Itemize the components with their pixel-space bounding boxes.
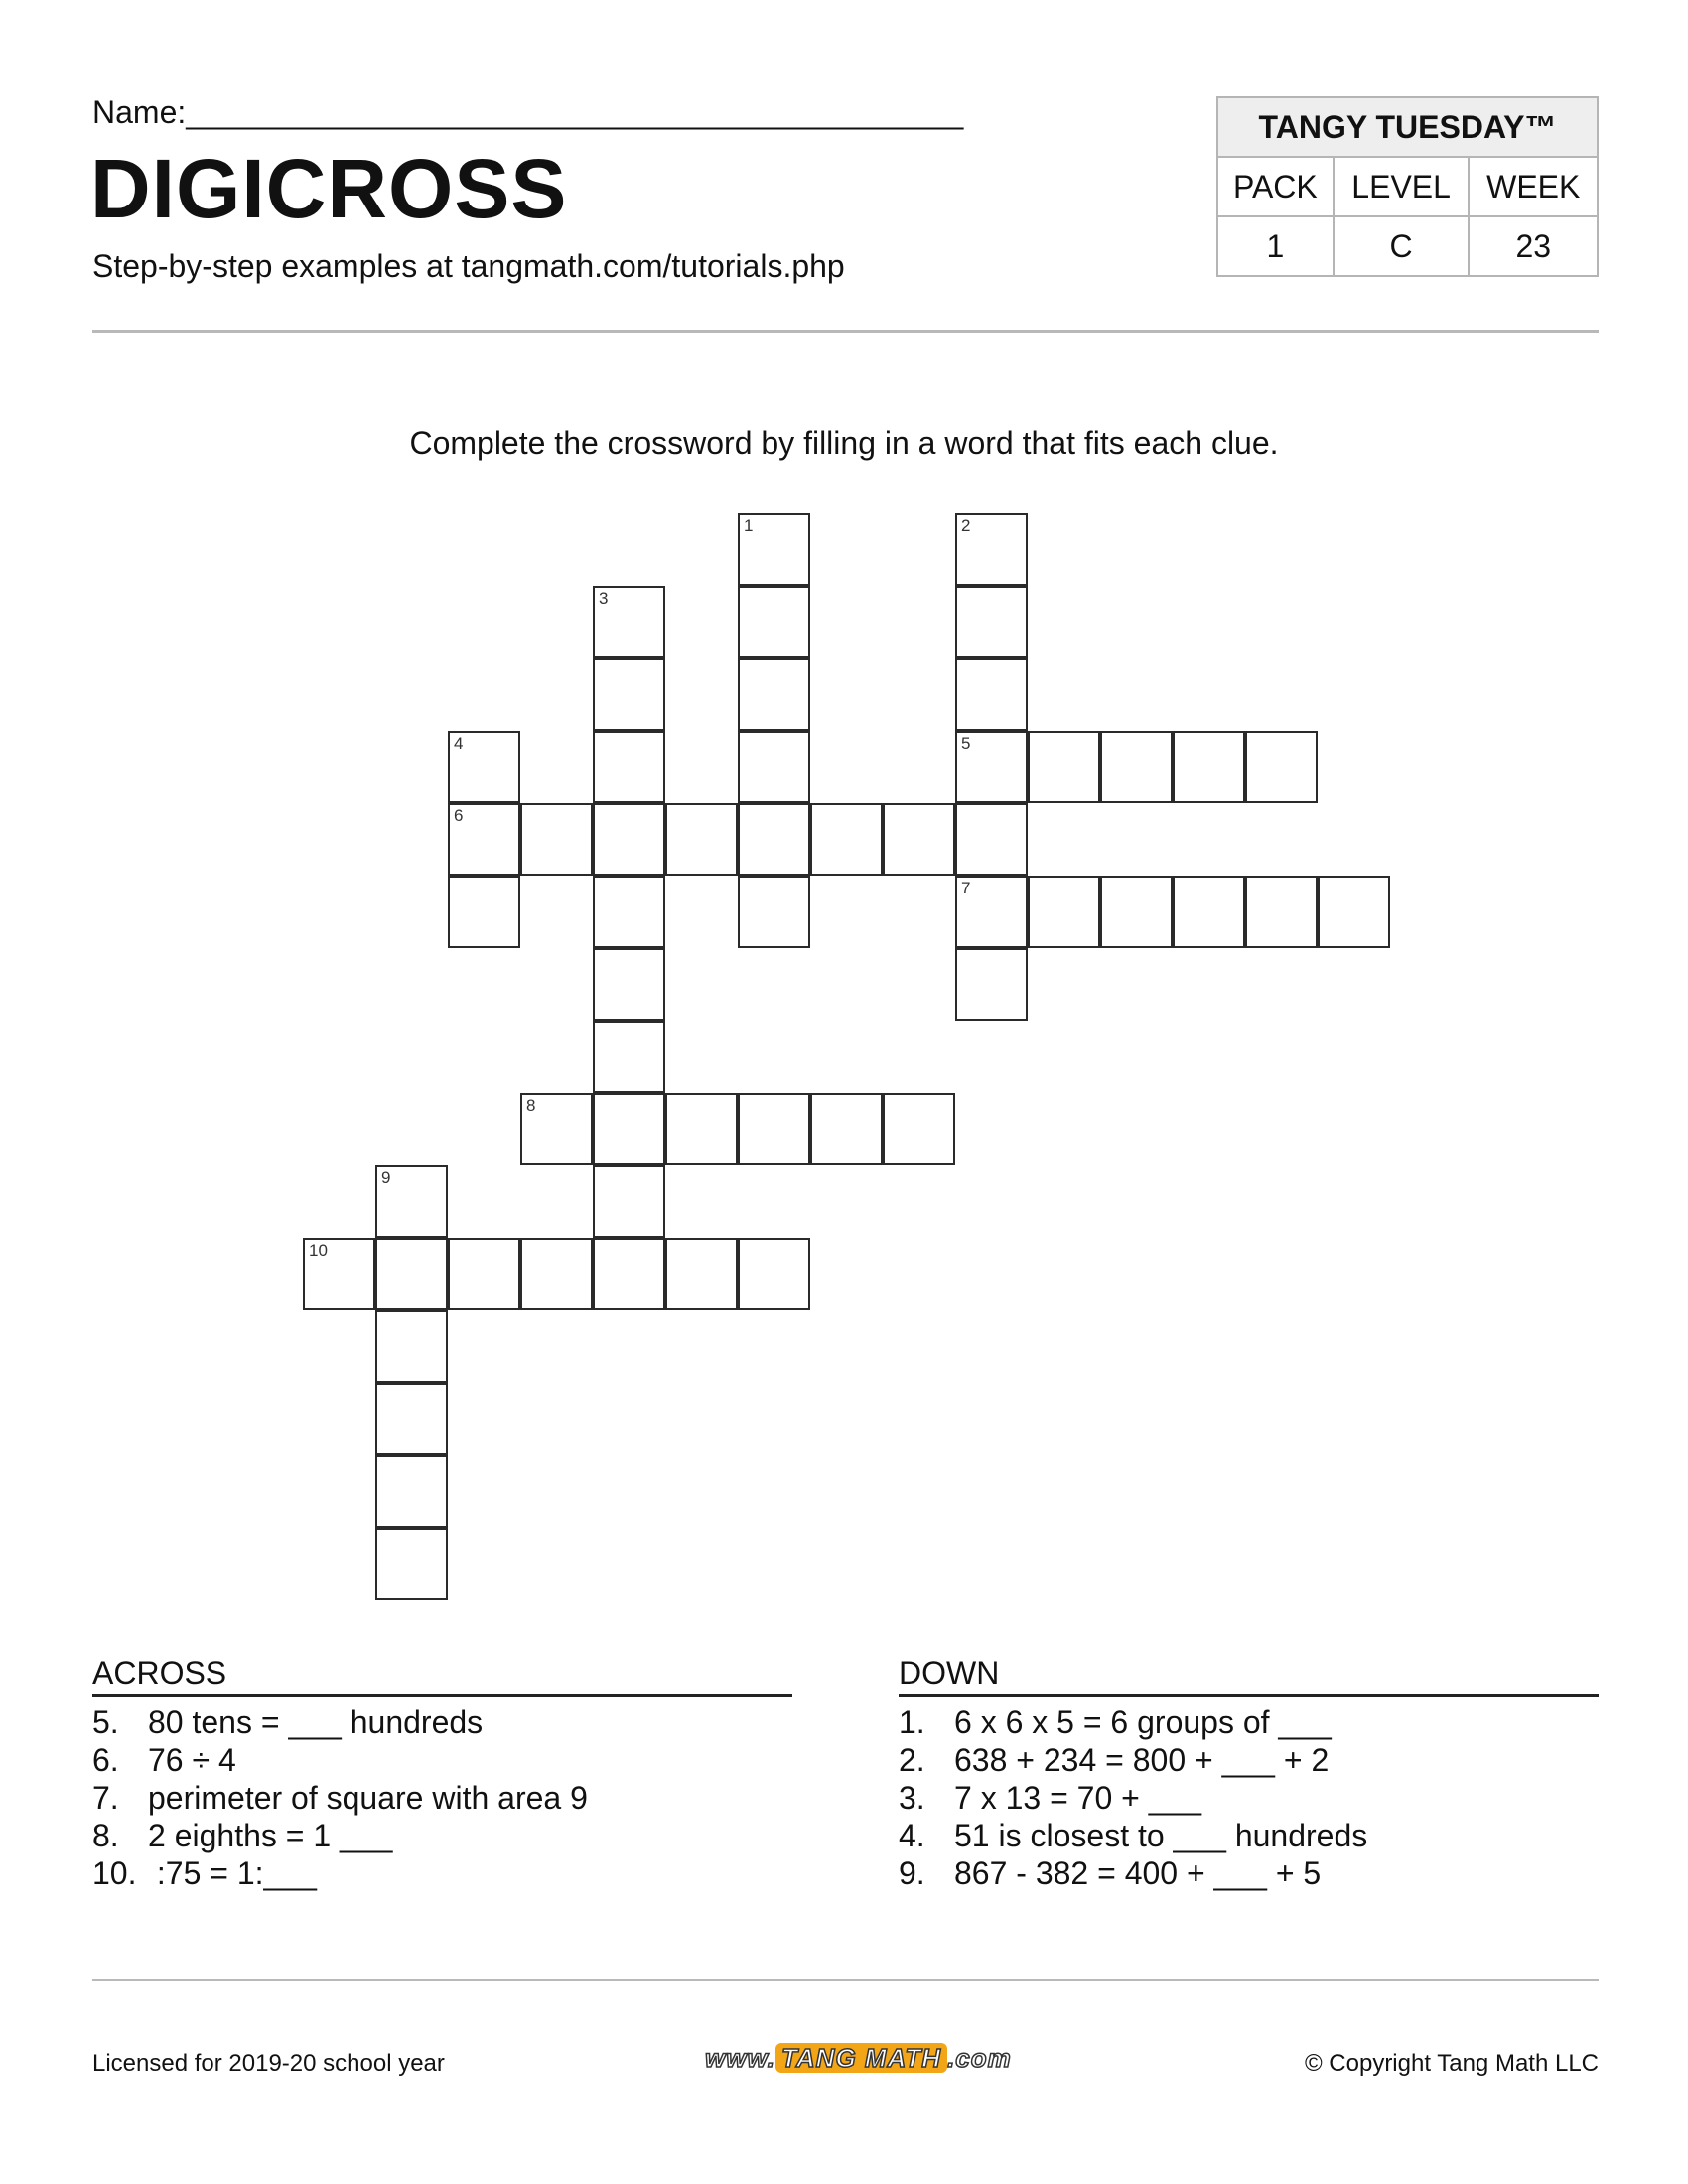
- crossword-cell[interactable]: [520, 803, 593, 876]
- down-clue-list: [899, 1704, 1367, 1892]
- crossword-cell[interactable]: [1173, 876, 1245, 948]
- crossword-cell[interactable]: [593, 1093, 665, 1165]
- crossword-cell[interactable]: [448, 803, 520, 876]
- crossword-cell[interactable]: [1100, 876, 1173, 948]
- crossword-cell[interactable]: [520, 1238, 593, 1310]
- crossword-cell[interactable]: [593, 1021, 665, 1093]
- crossword-cell[interactable]: [955, 948, 1028, 1021]
- level-value: C: [1334, 216, 1470, 276]
- crossword-cell[interactable]: [1028, 876, 1100, 948]
- crossword-cell[interactable]: [593, 1165, 665, 1238]
- crossword-cell[interactable]: [883, 803, 955, 876]
- down-clue: 9. 867 - 382 = 400 + ___ + 5: [899, 1855, 1322, 1891]
- clue-number: 7: [961, 879, 971, 897]
- down-clue: 3. 7 x 13 = 70 + ___: [899, 1780, 1202, 1816]
- crossword-cell[interactable]: [1100, 731, 1173, 803]
- crossword-cell[interactable]: [810, 1093, 883, 1165]
- crossword-cell[interactable]: [448, 876, 520, 948]
- clue-number: 4: [454, 734, 464, 752]
- crossword-cell[interactable]: [738, 731, 810, 803]
- crossword-cell[interactable]: [375, 1383, 448, 1455]
- clue-number: 5: [961, 734, 971, 752]
- clue-number: 3: [599, 589, 609, 608]
- crossword-cell[interactable]: [738, 876, 810, 948]
- crossword-cell[interactable]: [738, 658, 810, 731]
- across-clue: 6. 76 ÷ 4: [92, 1742, 236, 1778]
- pack-value: 1: [1217, 216, 1334, 276]
- crossword-cell[interactable]: [593, 1238, 665, 1310]
- crossword-cell[interactable]: [448, 731, 520, 803]
- crossword-cell[interactable]: [665, 1238, 738, 1310]
- crossword-cell[interactable]: [375, 1165, 448, 1238]
- crossword-cell[interactable]: [883, 1093, 955, 1165]
- logo-prefix: www.: [705, 2043, 775, 2073]
- page-title: DIGICROSS: [90, 142, 568, 235]
- crossword-cell[interactable]: [810, 803, 883, 876]
- crossword-cell[interactable]: [738, 586, 810, 658]
- crossword-cell[interactable]: [1245, 731, 1318, 803]
- pack-header: PACK: [1217, 157, 1334, 216]
- crossword-cell[interactable]: [303, 1238, 375, 1310]
- crossword-cell[interactable]: [448, 1238, 520, 1310]
- crossword-cell[interactable]: [1028, 731, 1100, 803]
- tang-math-logo[interactable]: [705, 2043, 1012, 2074]
- copyright-text: © Copyright Tang Math LLC: [1304, 2050, 1599, 2077]
- crossword-cell[interactable]: [955, 803, 1028, 876]
- footer-divider: [92, 1979, 1599, 1981]
- crossword-cell[interactable]: [955, 731, 1028, 803]
- crossword-cell[interactable]: [593, 803, 665, 876]
- down-clue: 4. 51 is closest to ___ hundreds: [899, 1818, 1368, 1853]
- crossword-cell[interactable]: [593, 586, 665, 658]
- crossword-cell[interactable]: [593, 731, 665, 803]
- crossword-cell[interactable]: [955, 586, 1028, 658]
- down-heading: DOWN: [899, 1655, 1599, 1697]
- crossword-cell[interactable]: [593, 658, 665, 731]
- across-heading: ACROSS: [92, 1655, 792, 1697]
- clue-number: 9: [381, 1168, 391, 1187]
- crossword-cell[interactable]: [375, 1310, 448, 1383]
- crossword-cell[interactable]: [1318, 876, 1390, 948]
- crossword-cell[interactable]: [593, 876, 665, 948]
- crossword-cell[interactable]: [593, 948, 665, 1021]
- pack-info-table: [1216, 96, 1599, 277]
- crossword-cell[interactable]: [955, 658, 1028, 731]
- crossword-cell[interactable]: [375, 1455, 448, 1528]
- crossword-cell[interactable]: [955, 513, 1028, 586]
- clue-number: 8: [526, 1096, 536, 1115]
- down-clue: 2. 638 + 234 = 800 + ___ + 2: [899, 1742, 1330, 1778]
- tutorial-link-text: Step-by-step examples at tangmath.com/tutorials.php: [92, 248, 845, 284]
- down-clue: 1. 6 x 6 x 5 = 6 groups of ___: [899, 1705, 1332, 1740]
- tangy-tuesday-heading: TANGY TUESDAY™: [1217, 97, 1598, 157]
- crossword-cell[interactable]: [955, 876, 1028, 948]
- crossword-cell[interactable]: [520, 1093, 593, 1165]
- clue-number: 1: [744, 516, 754, 535]
- logo-brand: TANG MATH: [775, 2043, 947, 2073]
- crossword-cell[interactable]: [738, 1093, 810, 1165]
- name-field-label[interactable]: Name:____________________________________________: [92, 94, 964, 130]
- crossword-cell[interactable]: [738, 1238, 810, 1310]
- logo-suffix: .com: [947, 2043, 1012, 2073]
- crossword-cell[interactable]: [665, 803, 738, 876]
- header-divider: [92, 330, 1599, 333]
- crossword-cell[interactable]: [738, 513, 810, 586]
- clue-number: 6: [454, 806, 464, 825]
- week-header: WEEK: [1469, 157, 1598, 216]
- across-clue: 10. :75 = 1:___: [92, 1855, 317, 1891]
- across-clue: 5. 80 tens = ___ hundreds: [92, 1705, 484, 1740]
- crossword-cell[interactable]: [665, 1093, 738, 1165]
- across-clue: 8. 2 eighths = 1 ___: [92, 1818, 393, 1853]
- across-clue-list: [92, 1704, 588, 1892]
- clue-number: 2: [961, 516, 971, 535]
- crossword-cell[interactable]: [738, 803, 810, 876]
- crossword-cell[interactable]: [1173, 731, 1245, 803]
- instructions: Complete the crossword by filling in a word that fits each clue.: [409, 425, 1279, 461]
- clue-number: 10: [309, 1241, 328, 1260]
- crossword-cell[interactable]: [375, 1528, 448, 1600]
- crossword-cell[interactable]: [1245, 876, 1318, 948]
- across-clue: 7. perimeter of square with area 9: [92, 1780, 588, 1816]
- license-text: Licensed for 2019-20 school year: [92, 2050, 445, 2077]
- level-header: LEVEL: [1334, 157, 1470, 216]
- crossword-cell[interactable]: [375, 1238, 448, 1310]
- week-value: 23: [1469, 216, 1598, 276]
